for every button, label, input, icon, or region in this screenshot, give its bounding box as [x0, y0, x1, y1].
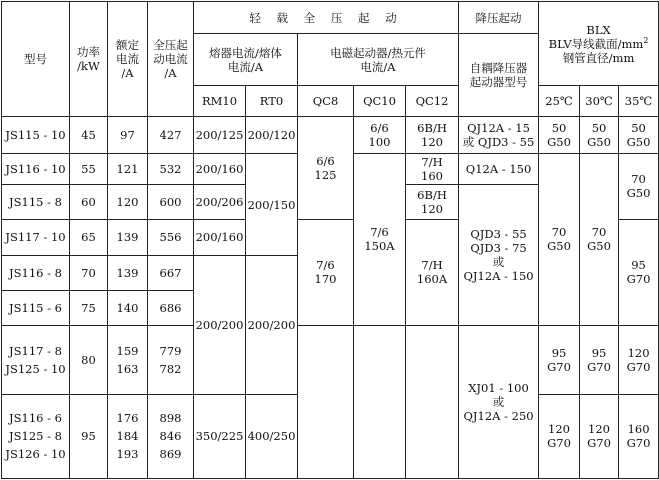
cell-qc12: 7/H 160A — [406, 219, 459, 325]
header-rated-current: 额定 电流 /A — [108, 2, 148, 117]
header-fuse-group: 熔器电流/熔体 电流/A — [194, 34, 298, 86]
cell-model: JS116 - 8 — [2, 256, 70, 291]
header-autotransformer: 自耦降压器 起动器型号 — [459, 34, 539, 116]
cell-start: 779 782 — [148, 325, 194, 394]
cell-start: 686 — [148, 291, 194, 325]
cell-model: JS117 - 10 — [2, 219, 70, 255]
cell-rt0: 200/150 — [246, 154, 298, 256]
cell-rt0: 200/120 — [246, 116, 298, 153]
cell-rm10: 200/160 — [194, 219, 246, 255]
cell-power: 60 — [70, 185, 108, 219]
cell-rm10: 200/125 — [194, 116, 246, 153]
header-rm10: RM10 — [194, 86, 246, 116]
cell-power: 65 — [70, 219, 108, 255]
cell-model: JS117 - 8 JS125 - 10 — [2, 325, 70, 394]
header-reduced-voltage-start: 降压起动 — [459, 2, 539, 34]
cell-rt0: 400/250 — [246, 394, 298, 478]
cell-wire-25: 95 G70 — [539, 325, 580, 394]
header-light-load-start: 轻 载 全 压 起 动 — [194, 2, 459, 34]
cell-start: 556 — [148, 219, 194, 255]
cell-qc8: 6/6 125 — [298, 116, 354, 219]
header-start-current: 全压起 动电流 /A — [148, 2, 194, 117]
cell-rated: 176 184 193 — [108, 394, 148, 478]
cell-power: 80 — [70, 325, 108, 394]
cell-wire-30: 50 G50 — [580, 116, 619, 153]
cell-model: JS115 - 6 — [2, 291, 70, 325]
header-model: 型号 — [2, 2, 70, 117]
header-qc12: QC12 — [406, 86, 459, 116]
wire-section-sup: 2 — [643, 35, 649, 45]
cell-wire-35: 120 G70 — [619, 325, 659, 394]
cell-start: 532 — [148, 154, 194, 185]
cell-qc12: 7/H 160 — [406, 154, 459, 185]
cell-wire-25: 50 G50 — [539, 116, 580, 153]
cell-qc10: 7/6 150A — [354, 154, 406, 326]
cell-power: 55 — [70, 154, 108, 185]
header-qc10: QC10 — [354, 86, 406, 116]
cell-qc10: 6/6 100 — [354, 116, 406, 153]
cell-model: JS116 - 6 JS125 - 8 JS126 - 10 — [2, 394, 70, 478]
cell-wire-30: 70 G50 — [580, 154, 619, 326]
cell-model: JS116 - 10 — [2, 154, 70, 185]
cell-start: 600 — [148, 185, 194, 219]
cell-power: 95 — [70, 394, 108, 478]
cell-wire-35: 160 G70 — [619, 394, 659, 478]
cell-wire-25: 120 G70 — [539, 394, 580, 478]
cell-power: 75 — [70, 291, 108, 325]
cell-qc12 — [406, 325, 459, 478]
header-qc8: QC8 — [298, 86, 354, 116]
cell-power: 45 — [70, 116, 108, 153]
cell-rated: 139 — [108, 219, 148, 255]
cell-autotransformer: QJD3 - 55 QJD3 - 75 或 QJ12A - 150 — [459, 185, 539, 326]
cell-qc8: 7/6 170 — [298, 219, 354, 325]
cell-rt0: 200/200 — [246, 256, 298, 395]
cell-qc12: 6B/H 120 — [406, 185, 459, 219]
cell-rated: 159 163 — [108, 325, 148, 394]
cell-wire-35: 70 G50 — [619, 154, 659, 220]
cell-start: 667 — [148, 256, 194, 291]
pipe-diameter-label: 钢管直径/mm — [562, 50, 635, 65]
cell-autotransformer: QJ12A - 15 或 QJD3 - 55 — [459, 116, 539, 153]
table-row — [2, 116, 659, 153]
cell-rated: 139 — [108, 256, 148, 291]
cell-wire-25: 70 G50 — [539, 154, 580, 326]
cell-qc12: 6B/H 120 — [406, 116, 459, 153]
motor-wiring-table — [1, 1, 659, 479]
header-power: 功率 /kW — [70, 2, 108, 117]
header-temp-30: 30℃ — [580, 86, 619, 116]
header-wire-section — [539, 2, 659, 86]
cell-rated: 97 — [108, 116, 148, 153]
cell-start: 898 846 869 — [148, 394, 194, 478]
cell-wire-30: 120 G70 — [580, 394, 619, 478]
cell-power: 70 — [70, 256, 108, 291]
wire-section-label: BLX BLV导线截面/mm — [548, 22, 644, 51]
cell-autotransformer: XJ01 - 100 或 QJ12A - 250 — [459, 325, 539, 478]
cell-rm10: 350/225 — [194, 394, 246, 478]
header-magnetic-starter-group: 电磁起动器/热元件 电流/A — [298, 34, 459, 86]
cell-wire-35: 50 G50 — [619, 116, 659, 153]
cell-rm10: 200/200 — [194, 256, 246, 395]
cell-wire-35: 95 G70 — [619, 219, 659, 325]
table-row — [2, 325, 659, 394]
cell-qc8 — [298, 325, 354, 478]
cell-autotransformer: Q12A - 150 — [459, 154, 539, 185]
cell-rated: 140 — [108, 291, 148, 325]
cell-model: JS115 - 8 — [2, 185, 70, 219]
cell-qc10 — [354, 325, 406, 478]
cell-rated: 120 — [108, 185, 148, 219]
cell-model: JS115 - 10 — [2, 116, 70, 153]
cell-rm10: 200/160 — [194, 154, 246, 185]
cell-start: 427 — [148, 116, 194, 153]
cell-rm10: 200/206 — [194, 185, 246, 219]
header-temp-25: 25℃ — [539, 86, 580, 116]
cell-wire-30: 95 G70 — [580, 325, 619, 394]
header-rt0: RT0 — [246, 86, 298, 116]
cell-rated: 121 — [108, 154, 148, 185]
header-temp-35: 35℃ — [619, 86, 659, 116]
